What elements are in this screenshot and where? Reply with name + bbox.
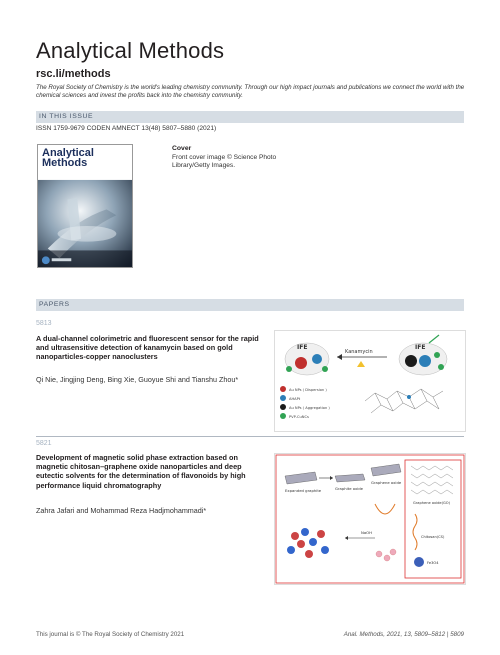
article-divider (36, 436, 464, 437)
figure-label: Graphene oxide(GO) (413, 501, 450, 505)
cover-header (38, 145, 132, 179)
legend-entry: Au NPs ( Aggregation ) (289, 406, 330, 410)
legend-entry: PVP-CuNCs (289, 415, 309, 419)
article-title[interactable]: Development of magnetic solid phase extraction based on magnetic chitosan–graphene oxide nanoparticles and deep eutectic solvents for the determination of flavonoids by high performance liquid chromatography (36, 453, 246, 490)
cover-label: Cover (172, 145, 192, 152)
article-authors: Qi Nie, Jingjing Deng, Bing Xie, Guoyue Shi and Tianshu Zhou* (36, 375, 239, 384)
figure-label: IFE (297, 344, 308, 351)
figure-label: Fe3O4 (427, 561, 439, 565)
article-authors: Zahra Jafari and Mohammad Reza Hadjmohammadi* (36, 506, 207, 515)
article-page-number: 5821 (36, 440, 52, 447)
article-title[interactable]: A dual-channel colorimetric and fluorescent sensor for the rapid and ultrasensitive detection of kanamycin based on gold nanoparticles-copper nanoclusters (36, 334, 259, 362)
figure-label: Chitosan(CS) (421, 535, 445, 539)
figure-label: NaOH (361, 530, 373, 535)
legend-entry: Au NPs ( Dispersion ) (289, 388, 327, 392)
cover-thumb-title-line2: Methods (42, 157, 88, 169)
section-bar-in-this-issue: IN THIS ISSUE (36, 111, 464, 123)
graphical-abstract-2[interactable] (274, 453, 466, 585)
issn-line: ISSN 1759-9679 CODEN AMNECT 13(48) 5807–5880 (2021) (36, 125, 217, 132)
figure-label: IFE (415, 344, 426, 351)
cover-thumb-title (42, 148, 94, 168)
footer-copyright: This journal is © The Royal Society of Chemistry 2021 (36, 631, 185, 638)
cover-image (38, 179, 132, 268)
journal-title: Analytical Methods (36, 38, 225, 63)
figure-label: Graphite oxide (335, 486, 363, 491)
article-page-number: 5813 (36, 320, 52, 327)
cover-thumb-title-line1: Analytical (42, 147, 94, 159)
section-bar-papers: PAPERS (36, 299, 464, 311)
journal-blurb: The Royal Society of Chemistry is the world's leading chemistry community. Through our high impact journals and publications we connect the world with the chemical sciences and invest the profits back into the chemistry community. (36, 84, 465, 100)
footer-citation: Anal. Methods, 2021, 13, 5809–5812 | 5809 (343, 631, 464, 638)
journal-url[interactable]: rsc.li/methods (36, 68, 111, 80)
figure-label: Graphene oxide (371, 480, 402, 485)
cover-credit: Front cover image © Science Photo Library/Getty Images. (172, 154, 277, 170)
figure-label: Kanamycin (345, 349, 373, 355)
cover-thumbnail[interactable] (37, 144, 133, 268)
graphical-abstract-1[interactable] (274, 330, 466, 432)
legend-entry: AHAPt (289, 397, 301, 401)
molecule-structure (365, 389, 443, 413)
figure-label: Expanded graphite (285, 488, 322, 493)
